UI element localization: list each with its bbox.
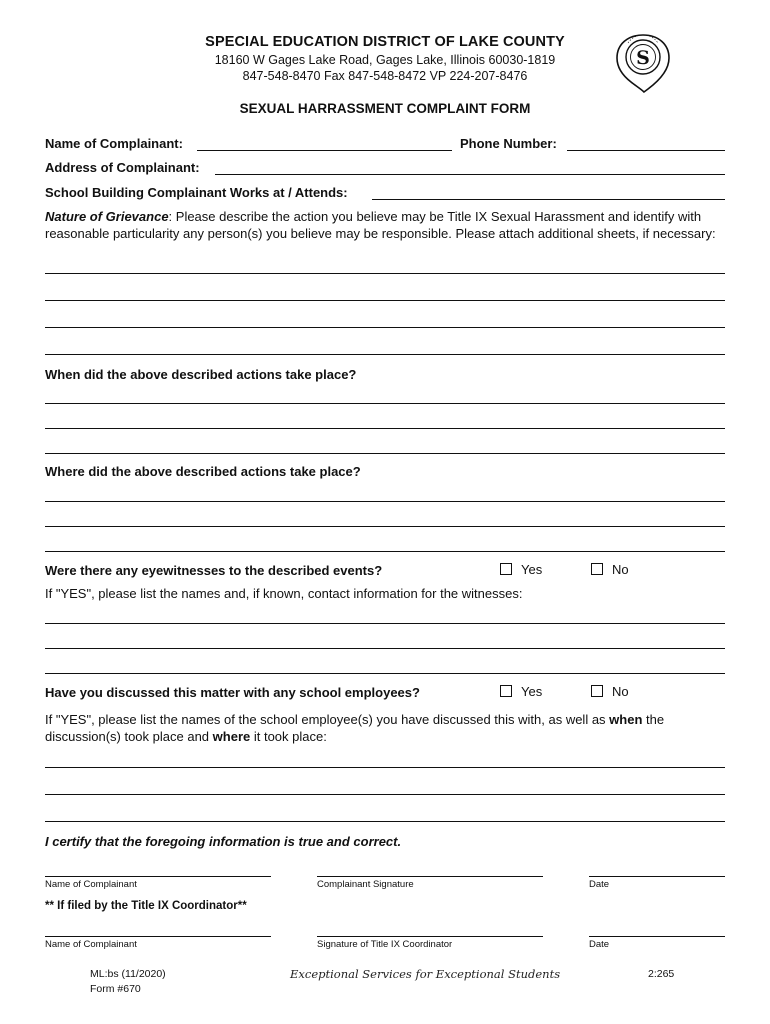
- eyewitness-line-2[interactable]: [45, 648, 725, 649]
- eyewitness-yes-label: Yes: [521, 562, 543, 577]
- complainant-name-line[interactable]: [45, 876, 271, 877]
- where-question: Where did the above described actions take place?: [45, 464, 361, 479]
- name-input-line[interactable]: [197, 150, 452, 151]
- grievance-line-2[interactable]: [45, 300, 725, 301]
- coordinator-signature-caption: Signature of Title IX Coordinator: [317, 939, 453, 950]
- nature-lead: Nature of Grievance: [45, 209, 169, 224]
- discussed-followup-part-2: the discussion(s) took place and: [45, 712, 665, 744]
- school-label: School Building Complainant Works at / Attends:: [45, 185, 348, 200]
- where-line-1[interactable]: [45, 501, 725, 502]
- discussed-question: Have you discussed this matter with any school employees?: [45, 685, 420, 700]
- discussed-line-1[interactable]: [45, 767, 725, 768]
- where-line-2[interactable]: [45, 526, 725, 527]
- discussed-followup-where: where: [212, 729, 251, 744]
- grievance-line-4[interactable]: [45, 354, 725, 355]
- eyewitness-followup: If "YES", please list the names and, if known, contact information for the witnesses:: [45, 586, 523, 601]
- phone-input-line[interactable]: [567, 150, 725, 151]
- where-line-3[interactable]: [45, 551, 725, 552]
- when-question: When did the above described actions take place?: [45, 367, 357, 382]
- complainant-date-caption: Date: [589, 879, 610, 890]
- coordinator-date-line[interactable]: [589, 936, 725, 937]
- svg-text:S: S: [636, 47, 650, 69]
- discussed-followup-when: when: [609, 712, 643, 727]
- coordinator-note: ** If filed by the Title IX Coordinator**: [45, 900, 247, 912]
- discussed-no-label: No: [612, 684, 629, 699]
- footer-form-number: Form #670: [90, 983, 141, 995]
- nature-body: : Please describe the action you believe may be Title IX Sexual Harassment and identify with reasonable particularity any person(s) you believe may be responsible. Please attach additional sheets, if necessary:: [45, 209, 716, 241]
- district-seal-logo-icon: [614, 32, 672, 94]
- phone-label: Phone Number:: [460, 136, 557, 151]
- when-line-3[interactable]: [45, 453, 725, 454]
- discussed-yes-label: Yes: [521, 684, 543, 699]
- org-address: 18160 W Gages Lake Road, Gages Lake, Illinois 60030-1819: [214, 53, 556, 67]
- grievance-line-3[interactable]: [45, 327, 725, 328]
- coordinator-complainant-name-line[interactable]: [45, 936, 271, 937]
- complainant-name-caption: Name of Complainant: [45, 879, 137, 890]
- eyewitness-line-1[interactable]: [45, 623, 725, 624]
- complainant-signature-line[interactable]: [317, 876, 543, 877]
- form-title: SEXUAL HARRASSMENT COMPLAINT FORM: [239, 101, 531, 116]
- address-label: Address of Complainant:: [45, 160, 200, 175]
- org-name: SPECIAL EDUCATION DISTRICT OF LAKE COUNTY: [205, 34, 565, 50]
- discussed-line-3[interactable]: [45, 821, 725, 822]
- eyewitness-no-label: No: [612, 562, 629, 577]
- complainant-signature-caption: Complainant Signature: [317, 879, 414, 890]
- footer-code: ML:bs (11/2020): [90, 968, 166, 980]
- address-input-line[interactable]: [215, 174, 725, 175]
- eyewitness-line-3[interactable]: [45, 673, 725, 674]
- coordinator-complainant-name-caption: Name of Complainant: [45, 939, 137, 950]
- grievance-line-1[interactable]: [45, 273, 725, 274]
- discussed-yes-checkbox[interactable]: [500, 685, 512, 697]
- org-phones: 847-548-8470 Fax 847-548-8472 VP 224-207-8476: [242, 69, 528, 83]
- discussed-no-checkbox[interactable]: [591, 685, 603, 697]
- eyewitness-question: Were there any eyewitnesses to the described events?: [45, 563, 383, 578]
- footer-page-ref: 2:265: [648, 968, 675, 980]
- when-line-1[interactable]: [45, 403, 725, 404]
- discussed-followup-part-1: If "YES", please list the names of the school employee(s) you have discussed this with, as well as: [45, 712, 610, 727]
- footer-tagline: Exceptional Services for Exceptional Students: [290, 967, 561, 981]
- coordinator-signature-line[interactable]: [317, 936, 543, 937]
- when-line-2[interactable]: [45, 428, 725, 429]
- school-input-line[interactable]: [372, 199, 725, 200]
- certify-statement: I certify that the foregoing information is true and correct.: [45, 834, 402, 849]
- discussed-followup-part-3: it took place:: [250, 729, 327, 744]
- eyewitness-no-checkbox[interactable]: [591, 563, 603, 575]
- nature-of-grievance-text: [45, 208, 727, 242]
- coordinator-date-caption: Date: [589, 939, 610, 950]
- complainant-date-line[interactable]: [589, 876, 725, 877]
- discussed-followup: [45, 711, 730, 745]
- discussed-line-2[interactable]: [45, 794, 725, 795]
- name-label: Name of Complainant:: [45, 136, 183, 151]
- eyewitness-yes-checkbox[interactable]: [500, 563, 512, 575]
